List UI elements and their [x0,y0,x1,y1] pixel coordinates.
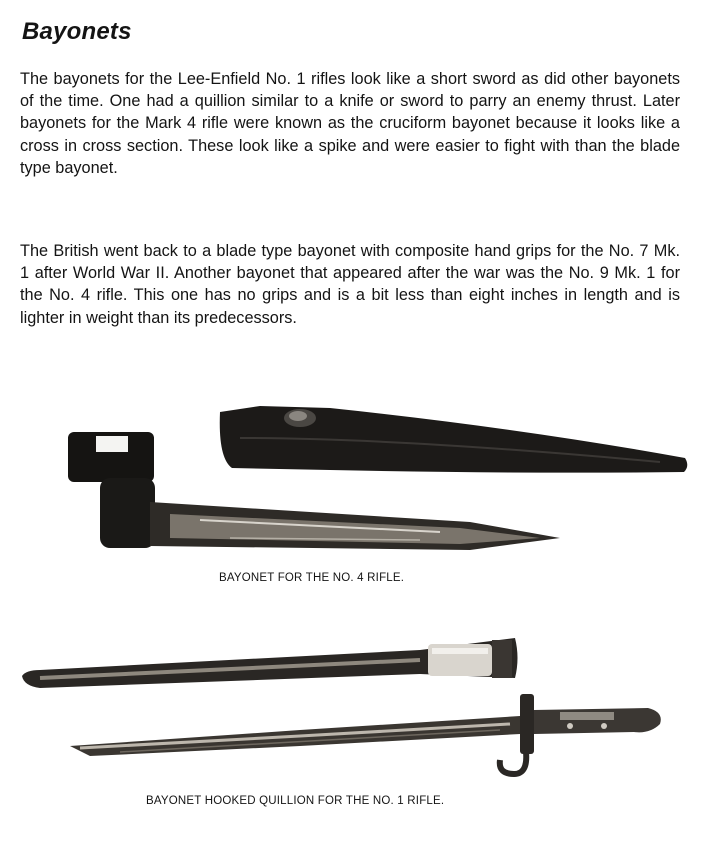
photo-no4-bayonet [0,398,702,568]
no1-grip [534,708,661,734]
caption-no4-bayonet: BAYONET FOR THE NO. 4 RIFLE. [219,572,405,584]
no4-scabbard [220,406,688,473]
no1-blade [70,716,520,756]
paragraph-postwar: The British went back to a blade type bayonet with composite hand grips for the No. 7 Mk. 1 after World War II. Another bayonet that appeared after the war was the No. 9 Mk. 1 for the No. 4 rifle. This one has no grips and is a bit less than eight inches in length and is lighter in weight than its predecessors. [20,242,680,327]
page-title: Bayonets [22,18,132,45]
caption-no1-bayonet: BAYONET HOOKED QUILLION FOR THE NO. 1 RIFLE. [146,795,445,807]
paragraph-intro: The bayonets for the Lee-Enfield No. 1 rifles look like a short sword as did other bayonets of the time. One had a quillion similar to a knife or sword to parry an enemy thrust. Later bayonets for the Mark 4 rifle were known as the cruciform bayonet because it looks like a cross in cross section. These look like a spike and were easier to fight with than the blade type bayonet. [20,70,680,177]
photo-no1-bayonet [0,628,702,788]
no4-blade [150,502,560,550]
no1-scabbard [22,638,518,688]
no4-socket [68,432,155,548]
